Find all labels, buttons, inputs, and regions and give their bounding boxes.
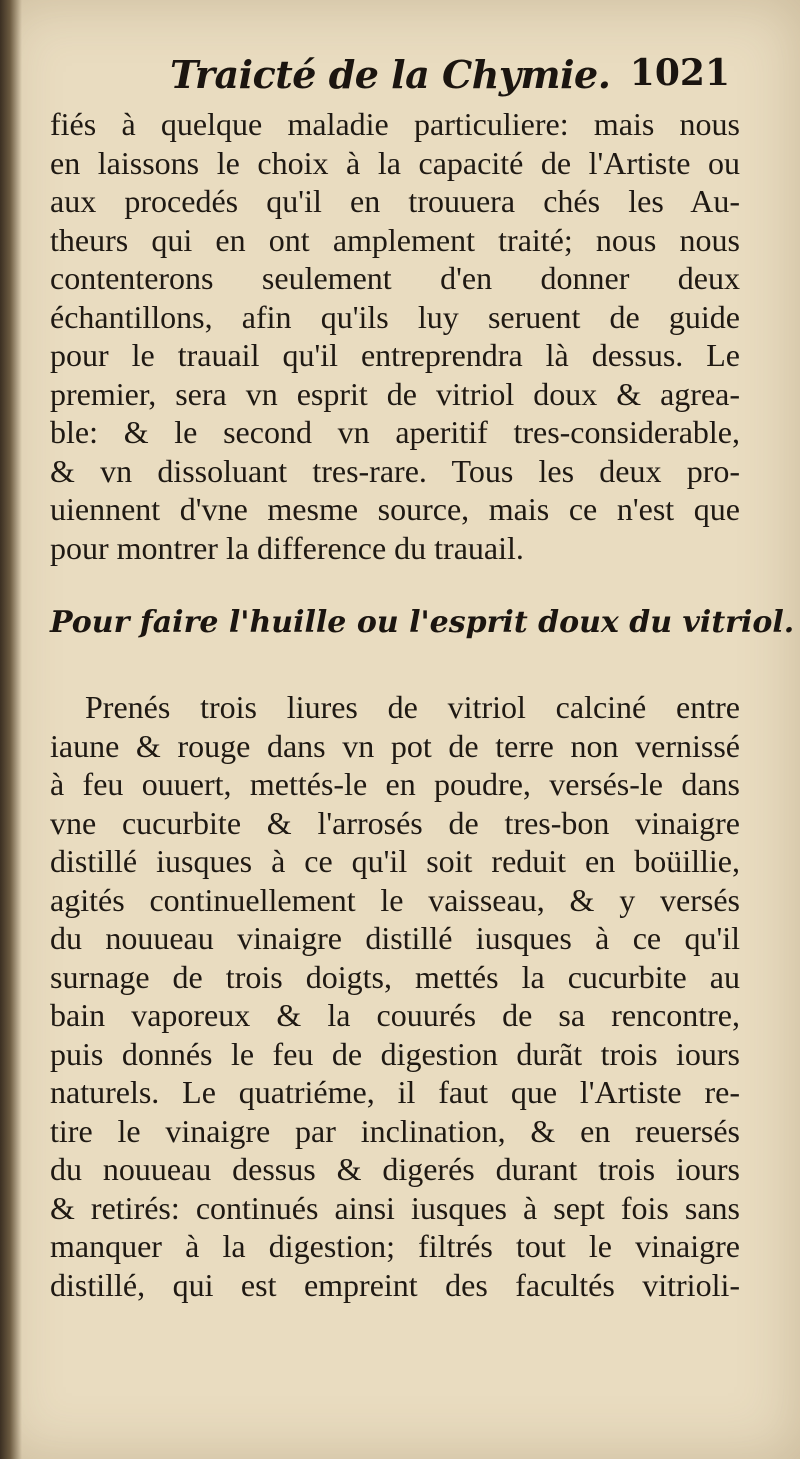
- running-title: Traicté de la Chymie.: [170, 52, 611, 97]
- text-line: fiés à quelque maladie particuliere: mais nous: [50, 106, 740, 142]
- text-line: du nouueau vinaigre distillé iusques à ce qu'il: [50, 920, 740, 956]
- text-line: du nouueau dessus & digerés durant trois iours: [50, 1151, 740, 1187]
- text-line: puis donnés le feu de digestion durãt trois iours: [50, 1035, 740, 1072]
- text-line: vne cucurbite & l'arrosés de tres-bon vinaigre: [50, 804, 740, 841]
- text-line: échantillons, afin qu'ils luy seruent de guide: [50, 298, 740, 335]
- paragraph-1: [50, 105, 740, 567]
- text-line: en laissons le choix à la capacité de l'Artiste ou: [50, 144, 740, 181]
- text-line: distillé, qui est empreint des facultés vitrioli-: [50, 1266, 740, 1303]
- section-heading: Pour faire l'huille ou l'esprit doux du vitriol.: [50, 605, 795, 640]
- text-line: & retirés: continués ainsi iusques à sept fois sans: [50, 1189, 740, 1226]
- text-line: iaune & rouge dans vn pot de terre non vernissé: [50, 727, 740, 764]
- text-line: naturels. Le quatriéme, il faut que l'Artiste re-: [50, 1074, 740, 1110]
- text-line: distillé iusques à ce qu'il soit reduit en boüillie,: [50, 843, 740, 879]
- text-line: pour le trauail qu'il entreprendra là dessus. Le: [50, 337, 740, 373]
- page-number: 1021: [629, 52, 730, 94]
- text-line: & vn dissoluant tres-rare. Tous les deux pro-: [50, 452, 740, 489]
- text-line: theurs qui en ont amplement traité; nous nous: [50, 221, 740, 258]
- text-line: ble: & le second vn aperitif tres-considerable,: [50, 414, 740, 450]
- text-line: aux procedés qu'il en trouuera chés les Au-: [50, 183, 740, 219]
- running-head: [170, 52, 730, 102]
- binding-shadow: [0, 0, 22, 1459]
- text-line: surnage de trois doigts, mettés la cucurbite au: [50, 958, 740, 995]
- text-line: tire le vinaigre par inclination, & en reuersés: [50, 1112, 740, 1149]
- text-line: premier, sera vn esprit de vitriol doux & agrea-: [50, 375, 740, 412]
- paragraph-2: [50, 688, 740, 1304]
- text-line: agités continuellement le vaisseau, & y versés: [50, 881, 740, 918]
- text-line: à feu ouuert, mettés-le en poudre, versés-le dans: [50, 766, 740, 802]
- text-line: pour montrer la difference du trauail.: [50, 529, 524, 566]
- text-line: uiennent d'vne mesme source, mais ce n'est que: [50, 491, 740, 527]
- text-line: manquer à la digestion; filtrés tout le vinaigre: [50, 1228, 740, 1264]
- text-line: contenterons seulement d'en donner deux: [50, 260, 740, 296]
- text-line: bain vaporeux & la couurés de sa rencontre,: [50, 997, 740, 1033]
- text-line: Prenés trois liures de vitriol calciné entre: [85, 689, 740, 725]
